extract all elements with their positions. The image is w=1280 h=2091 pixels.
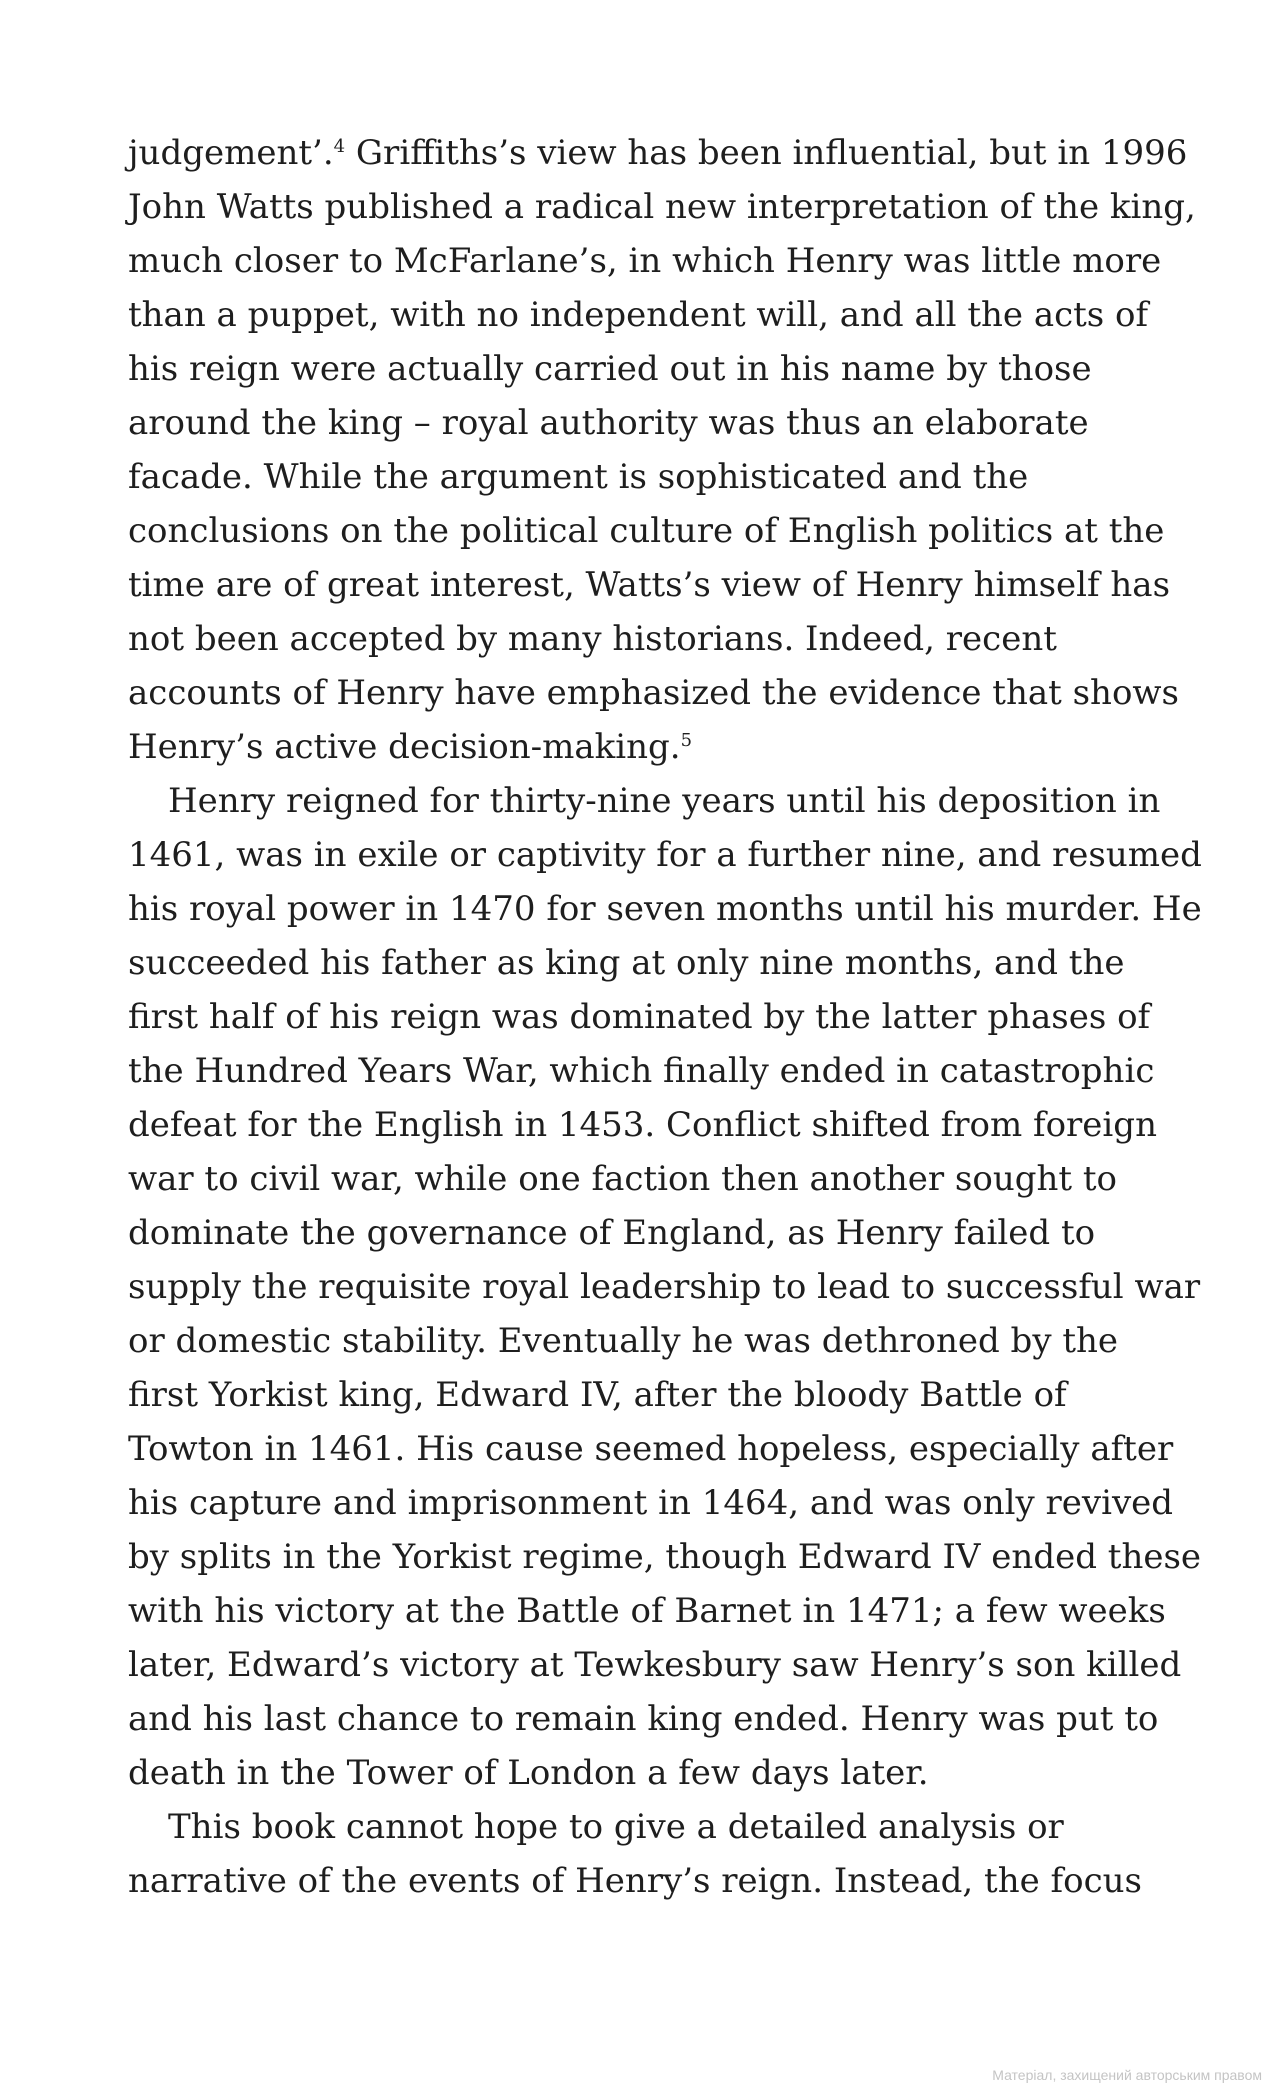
- text-line: his royal power in 1470 for seven months until his murder. He: [128, 889, 1202, 929]
- paragraph-2: [128, 774, 1202, 1800]
- text-line: Henry’s active decision-making.$^5$: [128, 727, 693, 767]
- text-line: his reign were actually carried out in his name by those: [128, 349, 1092, 389]
- text-line: conclusions on the political culture of English politics at the: [128, 511, 1165, 551]
- text-line: narrative of the events of Henry’s reign. Instead, the focus: [128, 1861, 1142, 1901]
- text-line: by splits in the Yorkist regime, though Edward IV ended these: [128, 1537, 1202, 1577]
- text-line: around the king – royal authority was thus an elaborate: [128, 403, 1089, 443]
- text-line: 1461, was in exile or captivity for a further nine, and resumed: [128, 835, 1202, 875]
- book-page: [128, 126, 1202, 1908]
- text-line: facade. While the argument is sophisticated and the: [128, 457, 1029, 497]
- paragraph-3: [128, 1800, 1168, 1908]
- text-line: war to civil war, while one faction then another sought to: [128, 1159, 1117, 1199]
- text-line: later, Edward’s victory at Tewkesbury saw Henry’s son killed: [128, 1645, 1182, 1685]
- text-line: or domestic stability. Eventually he was dethroned by the: [128, 1321, 1119, 1361]
- text-line: succeeded his father as king at only nine months, and the: [128, 943, 1125, 983]
- copyright-watermark: Матеріал, захищений авторським правом: [992, 2067, 1262, 2083]
- text-line: defeat for the English in 1453. Conflict shifted from foreign: [128, 1105, 1157, 1145]
- paragraph-1: [128, 126, 1196, 774]
- text-line: dominate the governance of England, as Henry failed to: [128, 1213, 1096, 1253]
- text-line: time are of great interest, Watts’s view of Henry himself has: [128, 565, 1171, 605]
- text-line: accounts of Henry have emphasized the evidence that shows: [128, 673, 1179, 713]
- text-line: first half of his reign was dominated by the latter phases of: [128, 997, 1151, 1037]
- text-line: death in the Tower of London a few days later.: [128, 1753, 929, 1793]
- text-line: judgement’.$^4$ Griffiths’s view has been influential, but in 1996: [128, 133, 1188, 173]
- text-line: much closer to McFarlane’s, in which Henry was little more: [128, 241, 1162, 281]
- text-line: supply the requisite royal leadership to lead to successful war: [128, 1267, 1201, 1307]
- text-line: the Hundred Years War, which finally ended in catastrophic: [128, 1051, 1155, 1091]
- text-line: his capture and imprisonment in 1464, and was only revived: [128, 1483, 1174, 1523]
- text-line: than a puppet, with no independent will, and all the acts of: [128, 295, 1149, 335]
- text-line: not been accepted by many historians. Indeed, recent: [128, 619, 1057, 659]
- text-line: Henry reigned for thirty-nine years until his deposition in: [168, 781, 1161, 821]
- text-line: with his victory at the Battle of Barnet in 1471; a few weeks: [128, 1591, 1166, 1631]
- text-line: and his last chance to remain king ended. Henry was put to: [128, 1699, 1159, 1739]
- footnote-marker-4[interactable]: 4: [333, 136, 346, 157]
- text-line: Towton in 1461. His cause seemed hopeless, especially after: [128, 1429, 1174, 1469]
- text-line: This book cannot hope to give a detailed analysis or: [168, 1807, 1064, 1847]
- text-line: first Yorkist king, Edward IV, after the bloody Battle of: [128, 1375, 1067, 1415]
- text-line: John Watts published a radical new interpretation of the king,: [128, 187, 1196, 227]
- footnote-marker-5[interactable]: 5: [680, 730, 693, 751]
